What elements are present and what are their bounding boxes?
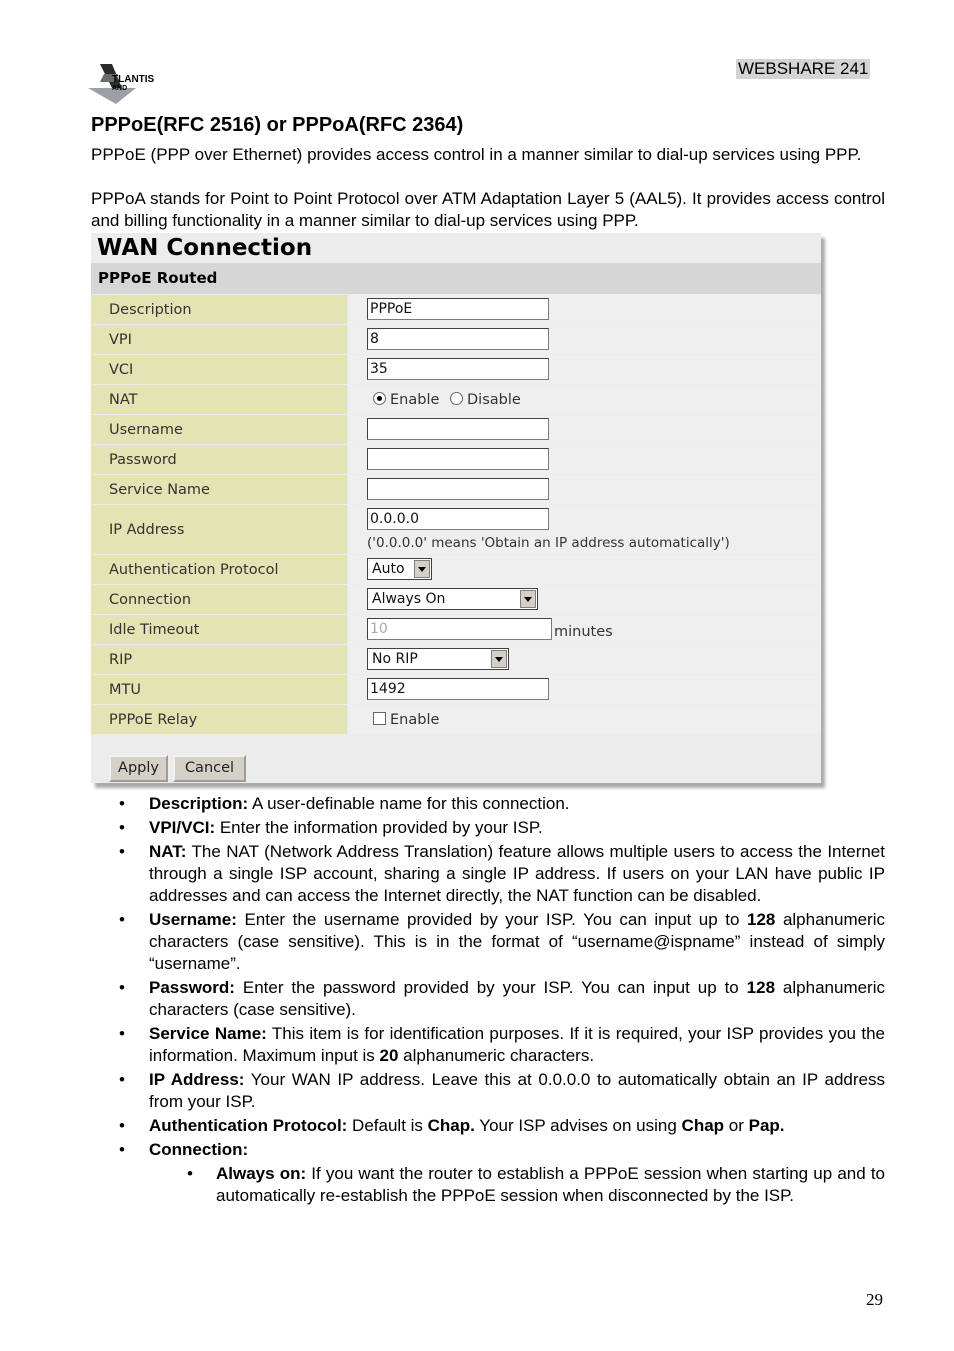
idle-timeout-label: Idle Timeout [91, 615, 347, 644]
list-item: • Description: A user-definable name for this connection. [91, 793, 885, 815]
row-ip-address [91, 505, 821, 554]
service-name-label: Service Name [91, 475, 347, 504]
list-item: • Service Name: This item is for identification purposes. If it is required, your ISP provides you the information. Maximum input is 20 alphanumeric characters. [91, 1023, 885, 1067]
connection-label: Connection [91, 585, 347, 614]
panel-title: WAN Connection [97, 235, 313, 261]
checkbox-icon [373, 712, 386, 725]
atlantis-logo [86, 58, 186, 104]
list-item: • Username: Enter the username provided by your ISP. You can input up to 128 alphanumeric characters (case sensitive). This is in the format of “username@ispname” instead of simply “username”. [91, 909, 885, 975]
list-item: • Authentication Protocol: Default is Chap. Your ISP advises on using Chap or Pap. [91, 1115, 885, 1137]
idle-timeout-unit: minutes [554, 624, 613, 640]
row-connection [91, 585, 821, 614]
row-username [91, 415, 821, 444]
row-service-name [91, 475, 821, 504]
password-label: Password [91, 445, 347, 474]
rip-label: RIP [91, 645, 347, 674]
mtu-input[interactable]: 1492 [367, 678, 549, 700]
radio-selected-icon [373, 392, 386, 405]
password-input[interactable] [367, 448, 549, 470]
row-pppoe-relay [91, 705, 821, 734]
list-item: • Connection: [91, 1139, 885, 1161]
intro-pppoe: PPPoE (PPP over Ethernet) provides access control in a manner similar to dial-up services using PPP. [91, 145, 862, 164]
chevron-down-icon [414, 560, 430, 578]
cancel-button[interactable]: Cancel [173, 755, 246, 782]
row-idle-timeout [91, 615, 821, 644]
service-name-input[interactable] [367, 478, 549, 500]
page-number: 29 [866, 1290, 883, 1309]
description-label: Description [91, 295, 347, 324]
description-input[interactable]: PPPoE [367, 298, 549, 320]
ip-address-input[interactable]: 0.0.0.0 [367, 508, 549, 530]
product-name: WEBSHARE 241 [738, 59, 869, 78]
list-item: • Password: Enter the password provided by your ISP. You can input up to 128 alphanumeric characters (case sensitive). [91, 977, 885, 1021]
section-title: PPPoE(RFC 2516) or PPPoA(RFC 2364) [91, 114, 464, 136]
list-item: • NAT: The NAT (Network Address Translation) feature allows multiple users to access the Internet through a single ISP account, sharing a single IP address. If users on your LAN have public IP addresses and can access the Internet directly, the NAT function can be disabled. [91, 841, 885, 907]
username-label: Username [91, 415, 347, 444]
panel-subtitle: PPPoE Routed [91, 263, 821, 294]
row-nat [91, 385, 821, 414]
vpi-input[interactable]: 8 [367, 328, 549, 350]
ip-address-label: IP Address [91, 505, 347, 554]
row-password [91, 445, 821, 474]
list-item: • IP Address: Your WAN IP address. Leave this at 0.0.0.0 to automatically obtain an IP address from your ISP. [91, 1069, 885, 1113]
chevron-down-icon [491, 650, 507, 668]
radio-icon [450, 392, 463, 405]
svg-text:AND: AND [112, 85, 128, 92]
row-auth-protocol [91, 555, 821, 584]
idle-timeout-input[interactable]: 10 [367, 618, 552, 640]
ip-address-hint: ('0.0.0.0' means 'Obtain an IP address automatically') [367, 535, 730, 551]
vpi-label: VPI [91, 325, 347, 354]
row-vpi [91, 325, 821, 354]
vci-input[interactable]: 35 [367, 358, 549, 380]
auth-protocol-select[interactable]: Auto [367, 558, 432, 580]
svg-text:TLANTIS: TLANTIS [112, 74, 155, 85]
row-rip [91, 645, 821, 674]
sub-list-item: • Always on: If you want the router to establish a PPPoE session when starting up and to automatically re-establish the PPPoE session when disconnected by the ISP. [91, 1163, 885, 1207]
pppoe-relay-checkbox[interactable]: Enable [373, 712, 439, 728]
auth-protocol-label: Authentication Protocol [91, 555, 347, 584]
row-description [91, 295, 821, 324]
mtu-label: MTU [91, 675, 347, 704]
field-descriptions [91, 793, 885, 1209]
list-item: • VPI/VCI: Enter the information provided by your ISP. [91, 817, 885, 839]
apply-button[interactable]: Apply [109, 755, 168, 782]
vci-label: VCI [91, 355, 347, 384]
nat-disable-radio[interactable]: Disable [450, 392, 521, 408]
pppoe-relay-label: PPPoE Relay [91, 705, 347, 734]
connection-select[interactable]: Always On [367, 588, 538, 610]
chevron-down-icon [520, 590, 536, 608]
row-vci [91, 355, 821, 384]
intro-pppoa: PPPoA stands for Point to Point Protocol over ATM Adaptation Layer 5 (AAL5). It provides access control and billing functionality in a manner similar to dial-up services using PPP. [91, 189, 885, 230]
row-mtu [91, 675, 821, 704]
wan-connection-panel [91, 233, 821, 783]
nat-label: NAT [91, 385, 347, 414]
nat-enable-radio[interactable]: Enable [373, 392, 439, 408]
rip-select[interactable]: No RIP [367, 648, 509, 670]
username-input[interactable] [367, 418, 549, 440]
